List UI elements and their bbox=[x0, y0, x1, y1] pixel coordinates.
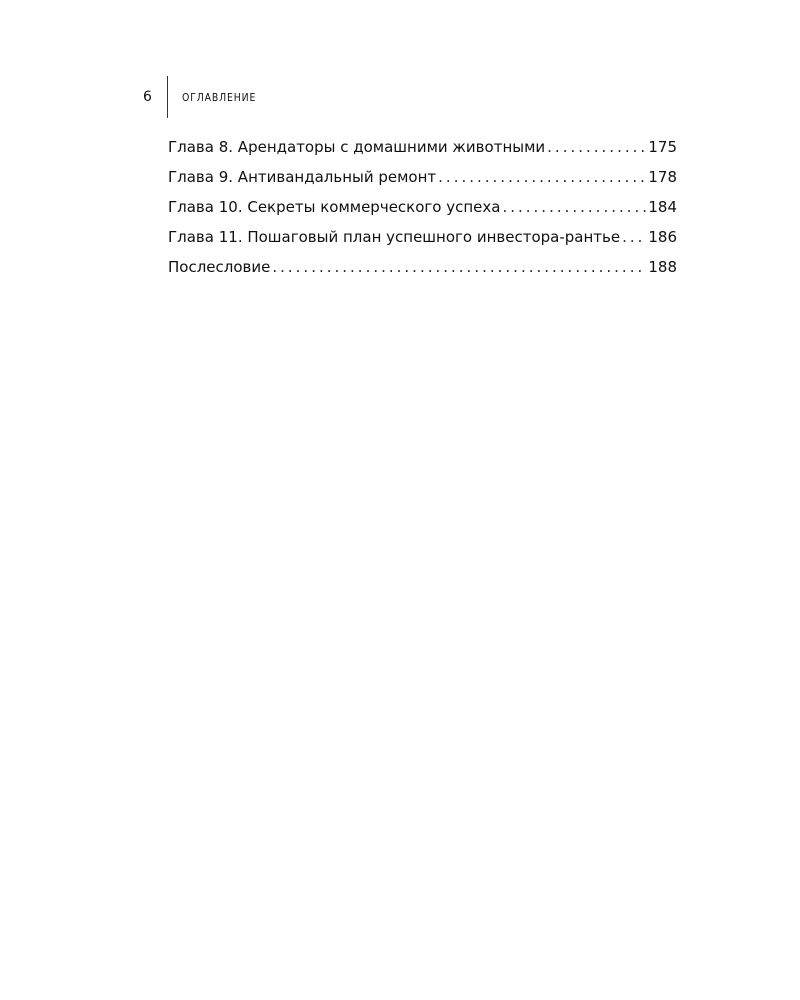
toc-dot-leader bbox=[272, 252, 646, 282]
toc-entry-title: Глава 9. Антивандальный ремонт bbox=[168, 168, 437, 186]
toc-entry-page: 175 bbox=[648, 138, 677, 156]
toc-entry-title: Глава 10. Секреты коммерческого успеха bbox=[168, 198, 501, 216]
toc-entry-afterword bbox=[168, 252, 677, 282]
toc-entry-chapter-9 bbox=[168, 162, 677, 192]
toc-entry-title: Глава 8. Арендаторы с домашними животными bbox=[168, 138, 546, 156]
section-title: ОГЛАВЛЕНИЕ bbox=[182, 90, 257, 104]
page-number: 6 bbox=[143, 89, 152, 105]
toc-dot-leader bbox=[438, 162, 646, 192]
toc-dot-leader bbox=[547, 132, 646, 162]
header-divider bbox=[167, 76, 168, 118]
toc-entry-page: 188 bbox=[648, 258, 677, 276]
toc-entry-page: 184 bbox=[648, 198, 677, 216]
toc-entry-page: 178 bbox=[648, 168, 677, 186]
running-head bbox=[143, 76, 269, 118]
toc-dot-leader bbox=[622, 222, 646, 252]
toc-entry-chapter-11 bbox=[168, 222, 677, 252]
toc-entry-chapter-10 bbox=[168, 192, 677, 222]
table-of-contents bbox=[168, 132, 677, 282]
toc-entry-chapter-8 bbox=[168, 132, 677, 162]
toc-entry-title: Послесловие bbox=[168, 258, 271, 276]
toc-dot-leader bbox=[502, 192, 646, 222]
toc-entry-page: 186 bbox=[648, 228, 677, 246]
toc-entry-title: Глава 11. Пошаговый план успешного инвестора-рантье bbox=[168, 228, 621, 246]
